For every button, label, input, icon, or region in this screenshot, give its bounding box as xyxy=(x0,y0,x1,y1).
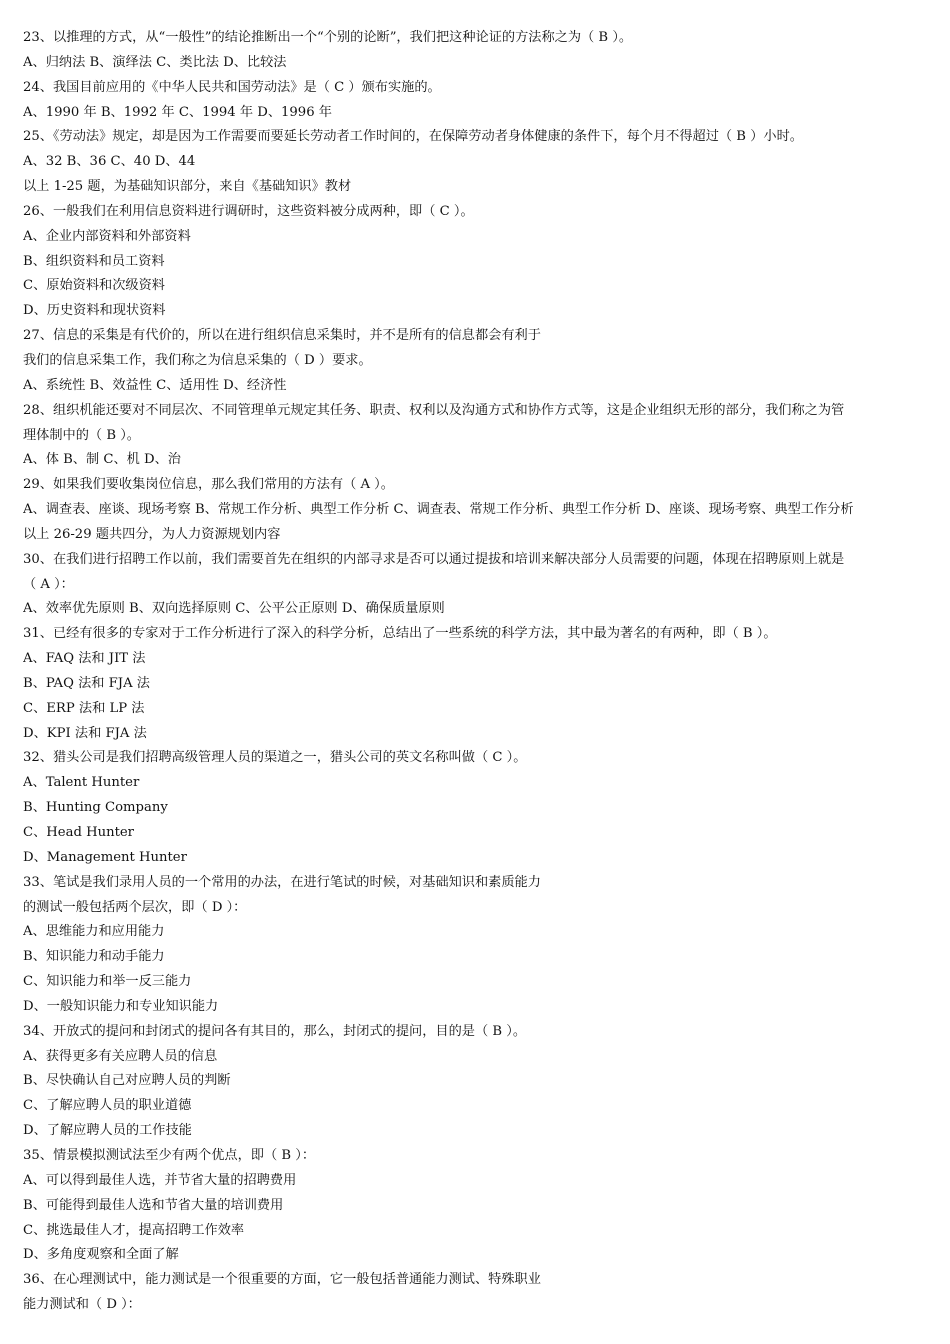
text-line: A、效率优先原则 B、双向选择原则 C、公平公正原则 D、确保质量原则 xyxy=(23,601,445,617)
text-line: 以上 26-29 题共四分，为人力资源规划内容 xyxy=(23,526,281,542)
text-line: C、挑选最佳人才，提高招聘工作效率 xyxy=(23,1222,245,1238)
text-line: 27、信息的采集是有代价的，所以在进行组织信息采集时，并不是所有的信息都会有利于 xyxy=(23,328,541,344)
text-line: B、可能得到最佳人选和节省大量的培训费用 xyxy=(23,1197,284,1213)
text-line: 以上 1-25 题，为基础知识部分，来自《基础知识》教材 xyxy=(23,179,352,195)
text-line: B、组织资料和员工资料 xyxy=(23,253,165,269)
text-line: C、ERP 法和 LP 法 xyxy=(23,700,145,716)
text-line: D、多角度观察和全面了解 xyxy=(23,1247,179,1263)
text-line: A、1990 年 B、1992 年 C、1994 年 D、1996 年 xyxy=(23,104,332,120)
text-line: 32、猎头公司是我们招聘高级管理人员的渠道之一，猎头公司的英文名称叫做（ C ）。 xyxy=(23,750,527,766)
text-line: 26、一般我们在利用信息资料进行调研时，这些资料被分成两种，即（ C ）。 xyxy=(23,203,474,219)
text-line: 理体制中的（ B ）。 xyxy=(23,427,140,443)
text-line: 我们的信息采集工作，我们称之为信息采集的（ D ）要求。 xyxy=(23,352,372,368)
text-line: B、Hunting Company xyxy=(23,800,168,816)
text-line: A、32 B、36 C、40 D、44 xyxy=(23,154,196,170)
text-line: 25、《劳动法》规定，却是因为工作需要而要延长劳动者工作时间的，在保障劳动者身体健康的条件下，每个月不得超过（ B ）小时。 xyxy=(23,129,803,145)
text-line: D、一般知识能力和专业知识能力 xyxy=(23,998,219,1014)
text-line: C、知识能力和举一反三能力 xyxy=(23,974,192,990)
text-line: 能力测试和（ D ）： xyxy=(23,1297,141,1313)
text-line: 的测试一般包括两个层次，即（ D ）： xyxy=(23,899,247,915)
text-line: B、尽快确认自己对应聘人员的判断 xyxy=(23,1073,231,1089)
text-line: 31、已经有很多的专家对于工作分析进行了深入的科学分析，总结出了一些系统的科学方法，其中最为著名的有两种，即（ B ）。 xyxy=(23,626,777,642)
text-line: 35、情景模拟测试法至少有两个优点，即（ B ）： xyxy=(23,1147,316,1163)
text-line: C、Head Hunter xyxy=(23,825,134,840)
text-line: 30、在我们进行招聘工作以前，我们需要首先在组织的内部寻求是否可以通过提拔和培训来解决部分人员需要的问题，体现在招聘原则上就是 xyxy=(23,551,845,567)
text-line: 28、组织机能还要对不同层次、不同管理单元规定其任务、职责、权利以及沟通方式和协作方式等，这是企业组织无形的部分，我们称之为管 xyxy=(23,402,845,418)
text-line: 24、我国目前应用的《中华人民共和国劳动法》是（ C ）颁布实施的。 xyxy=(23,79,441,95)
text-line: D、历史资料和现状资料 xyxy=(23,303,166,319)
text-line: A、企业内部资料和外部资料 xyxy=(23,228,191,244)
text-line: 36、在心理测试中，能力测试是一个很重要的方面，它一般包括普通能力测试、特殊职业 xyxy=(23,1272,541,1288)
document-page xyxy=(23,26,928,1318)
text-line: D、了解应聘人员的工作技能 xyxy=(23,1123,192,1139)
text-line: A、思维能力和应用能力 xyxy=(23,924,165,940)
text-line: A、系统性 B、效益性 C、适用性 D、经济性 xyxy=(23,377,287,393)
text-line: C、原始资料和次级资料 xyxy=(23,278,165,294)
text-line: 23、以推理的方式，从“一般性”的结论推断出一个“个别的论断”，我们把这种论证的方法称之为（ B ）。 xyxy=(23,30,633,45)
text-line: A、归纳法 B、演绎法 C、类比法 D、比较法 xyxy=(23,54,287,70)
text-line: C、了解应聘人员的职业道德 xyxy=(23,1098,192,1114)
text-line: A、FAQ 法和 JIT 法 xyxy=(23,651,146,667)
text-line: 34、开放式的提问和封闭式的提问各有其目的，那么，封闭式的提问，目的是（ B ）。 xyxy=(23,1023,527,1039)
text-line: 33、笔试是我们录用人员的一个常用的办法，在进行笔试的时候，对基础知识和素质能力 xyxy=(23,874,541,890)
text-line: A、可以得到最佳人选，并节省大量的招聘费用 xyxy=(23,1172,297,1188)
text-line: A、体 B、制 C、机 D、治 xyxy=(23,452,181,468)
text-line: A、获得更多有关应聘人员的信息 xyxy=(23,1048,218,1064)
text-line: B、PAQ 法和 FJA 法 xyxy=(23,675,150,691)
text-line: 29、如果我们要收集岗位信息，那么我们常用的方法有（ A ）。 xyxy=(23,477,394,493)
text-line: A、Talent Hunter xyxy=(23,775,140,791)
text-line: D、Management Hunter xyxy=(23,849,187,865)
text-line: （ A ）： xyxy=(23,576,74,592)
text-line: D、KPI 法和 FJA 法 xyxy=(23,725,147,741)
text-line: A、调查表、座谈、现场考察 B、常规工作分析、典型工作分析 C、调查表、常规工作分析、典型工作分析 D、座谈、现场考察、典型工作分析 xyxy=(23,502,854,518)
text-line: B、知识能力和动手能力 xyxy=(23,949,165,965)
